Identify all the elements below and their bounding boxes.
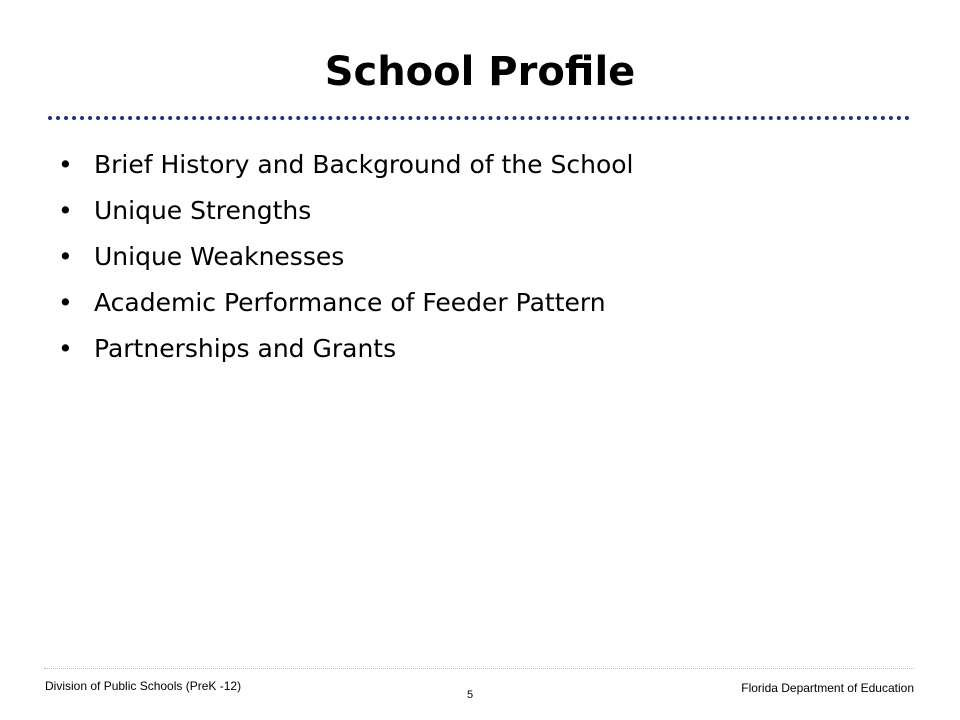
bullet-text: Unique Weaknesses [94,242,345,271]
bullet-item-partnerships [58,326,918,372]
bullet-text: Unique Strengths [94,196,312,225]
bullet-text: Brief History and Background of the School [94,150,634,179]
footer-divider [44,668,914,669]
bullet-icon: • [58,334,73,363]
footer-division-label: Division of Public Schools (PreK -12) [45,679,242,693]
bullet-item-strengths [58,188,918,234]
bullet-item-history [58,142,918,188]
page-number: 5 [466,689,474,701]
slide-title: School Profile [324,49,636,95]
bullet-icon: • [58,196,73,225]
footer-department-label: Florida Department of Education [741,681,914,695]
bullet-icon: • [58,288,73,317]
bullet-item-academic-performance [58,280,918,326]
title-divider [48,116,910,120]
bullet-icon: • [58,150,73,179]
bullet-text: Partnerships and Grants [94,334,397,363]
bullet-item-weaknesses [58,234,918,280]
bullet-icon: • [58,242,73,271]
bullet-text: Academic Performance of Feeder Pattern [94,288,606,317]
bullet-list [58,142,918,372]
